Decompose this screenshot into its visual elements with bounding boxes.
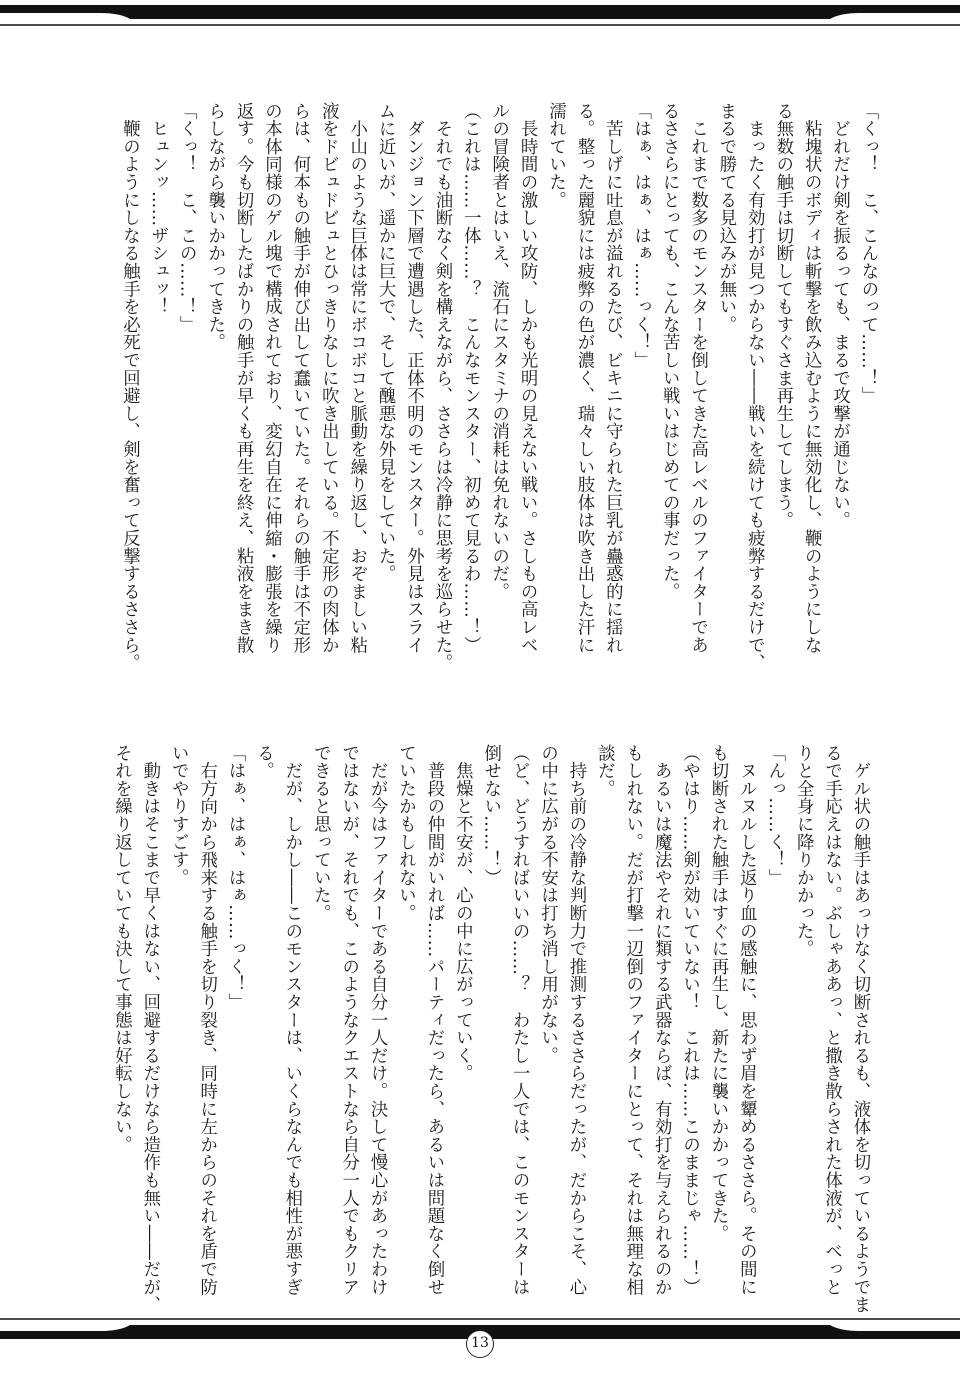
text-line: 「はぁ、はぁ、はぁ……っく！」 [630,102,651,369]
text-line: 鞭のようにしなる触手を必死で回避し、剣を奮って反撃するささら。 [119,102,140,672]
text-line: 粘塊状のボディは斬撃を飲み込むように無効化し、鞭のようにしな [801,102,822,654]
text-line: 倒せない……！） [480,744,501,887]
text-line: 「んっ……く！」 [764,744,785,887]
text-line: 「はぁ、はぁ、はぁ……っく！」 [225,744,246,1011]
text-line: の本体同様のゲル塊で構成されており、変幻自在に伸縮・膨張を繰り [261,102,282,654]
text-line: これまで数多のモンスターを倒してきた高レベルのファイターであ [687,102,708,654]
text-line: るささらにとっても、こんな苦しい戦いはじめての事だった。 [659,102,680,601]
text-line: ダンジョン下層で遭遇した、正体不明のモンスター。外見はスライ [403,102,424,654]
text-line: 長時間の激しい攻防、しかも光明の見えない戦い。さしもの高レベ [517,102,538,654]
text-line: （ど、どうすればいいの……？ わたし一人では、このモンスターは [509,744,530,1296]
text-line: らは、何本もの触手が伸び出して蠢いていた。それらの触手は不定形 [289,102,310,654]
text-line: 苦しげに吐息が溢れるたび、ビキニに守られた巨乳が蠱惑的に揺れ [602,102,623,654]
text-line: る。整った麗貌には疲弊の色が濃く、瑞々しい肢体は吹き出した汗に [573,102,594,654]
text-line: （やはり……剣が効いていない！ これは……このままじゃ……！） [679,744,700,1296]
text-line: るで手応えはない。ぶしゃああっ、と撒き散らされた体液が、べっと [821,744,842,1296]
text-line: どれだけ剣を振るっても、まるで攻撃が通じない。 [829,102,850,530]
text-line: それを繰り返していても決して事態は好転しない。 [111,744,132,1154]
text-line: ゲル状の触手はあっけなく切断されるも、液体を切っているようでま [850,744,870,1314]
text-line: ヌルヌルした返り血の感触に、思わず眉を顰めるささら。その間に [736,744,757,1296]
text-line: 返す。今も切断したばかりの触手が早くも再生を終え、粘液をまき散 [233,102,254,654]
text-line: ムに近いが、遥かに巨大で、そして醜悪な外見をしていた。 [375,102,396,583]
text-line: 談だ。 [594,744,615,798]
text-line: りと全身に降りかかった。 [793,744,814,958]
text-line: も切断された触手はすぐに再生し、新たに襲いかかってきた。 [707,744,728,1243]
text-line: の中に広がる不安は打ち消し用がない。 [537,744,558,1065]
text-line: 持ち前の冷静な判断力で推測するささらだったが、だからこそ、心 [565,744,586,1296]
text-line: 液をドビュドビュとひっきりなしに吹き出している。不定形の肉体か [318,102,339,654]
text-line: 右方向から飛来する触手を切り裂き、同時に左からのそれを盾で防 [196,744,217,1296]
text-line: あるいは魔法やそれに類する武器ならば、有効打を与えられるのか [651,744,672,1296]
text-line: 焦燥と不安が、心の中に広がっていく。 [452,744,473,1083]
text-line: ルの冒険者とはいえ、流石にスタミナの消耗は免れないのだ。 [488,102,509,601]
text-line: 「くっ！ こ、こんなのって……！」 [858,102,878,405]
text-line: 「くっ！ こ、この……！」 [176,102,197,334]
lower-text-block [107,744,874,1314]
text-line: だが、しかし――このモンスターは、いくらなんでも相性が悪すぎ [281,744,302,1296]
text-line: 小山のような巨体は常にボコボコと脈動を繰り返し、おぞましい粘 [346,102,367,654]
text-line: もしれない。だが打撃一辺倒のファイターにとって、それは無理な相 [622,744,643,1296]
text-line: 濡れていた。 [545,102,566,209]
text-line: る。 [253,744,274,780]
text-line: だが今はファイターである自分一人だけ。決して慢心があったわけ [367,744,388,1296]
page-number: 13 [466,1330,494,1358]
text-line: まるで勝てる見込みが無い。 [715,102,736,334]
upper-text-block [115,102,882,672]
text-line: それでも油断なく剣を構えながら、ささらは冷静に思考を巡らせた。 [431,102,452,672]
text-line: 普段の仲間がいれば……パーティだったら、あるいは問題なく倒せ [423,744,444,1296]
top-border-ornament [0,0,960,32]
text-line: できると思っていた。 [310,744,331,922]
text-line: （これは……一体……？ こんなモンスター、初めて見るわ……！） [460,102,481,654]
text-line: ヒュンッ……ザシュッ！ [147,102,168,316]
text-line: 動きはそこまで早くはない、回避するだけなら造作も無い――だが、 [139,744,160,1314]
text-line: いでやりすごす。 [168,744,189,887]
text-line: ではないが、それでも、このようなクエストなら自分一人でもクリア [338,744,359,1296]
text-line: まったく有効打が見つからない――戦いを続けても疲弊するだけで、 [744,102,765,672]
text-line: る無数の触手は切断してもすぐさま再生してしまう。 [772,102,793,530]
text-line: ていたかもしれない。 [395,744,416,922]
text-line: らしながら襲いかかってきた。 [204,102,225,352]
